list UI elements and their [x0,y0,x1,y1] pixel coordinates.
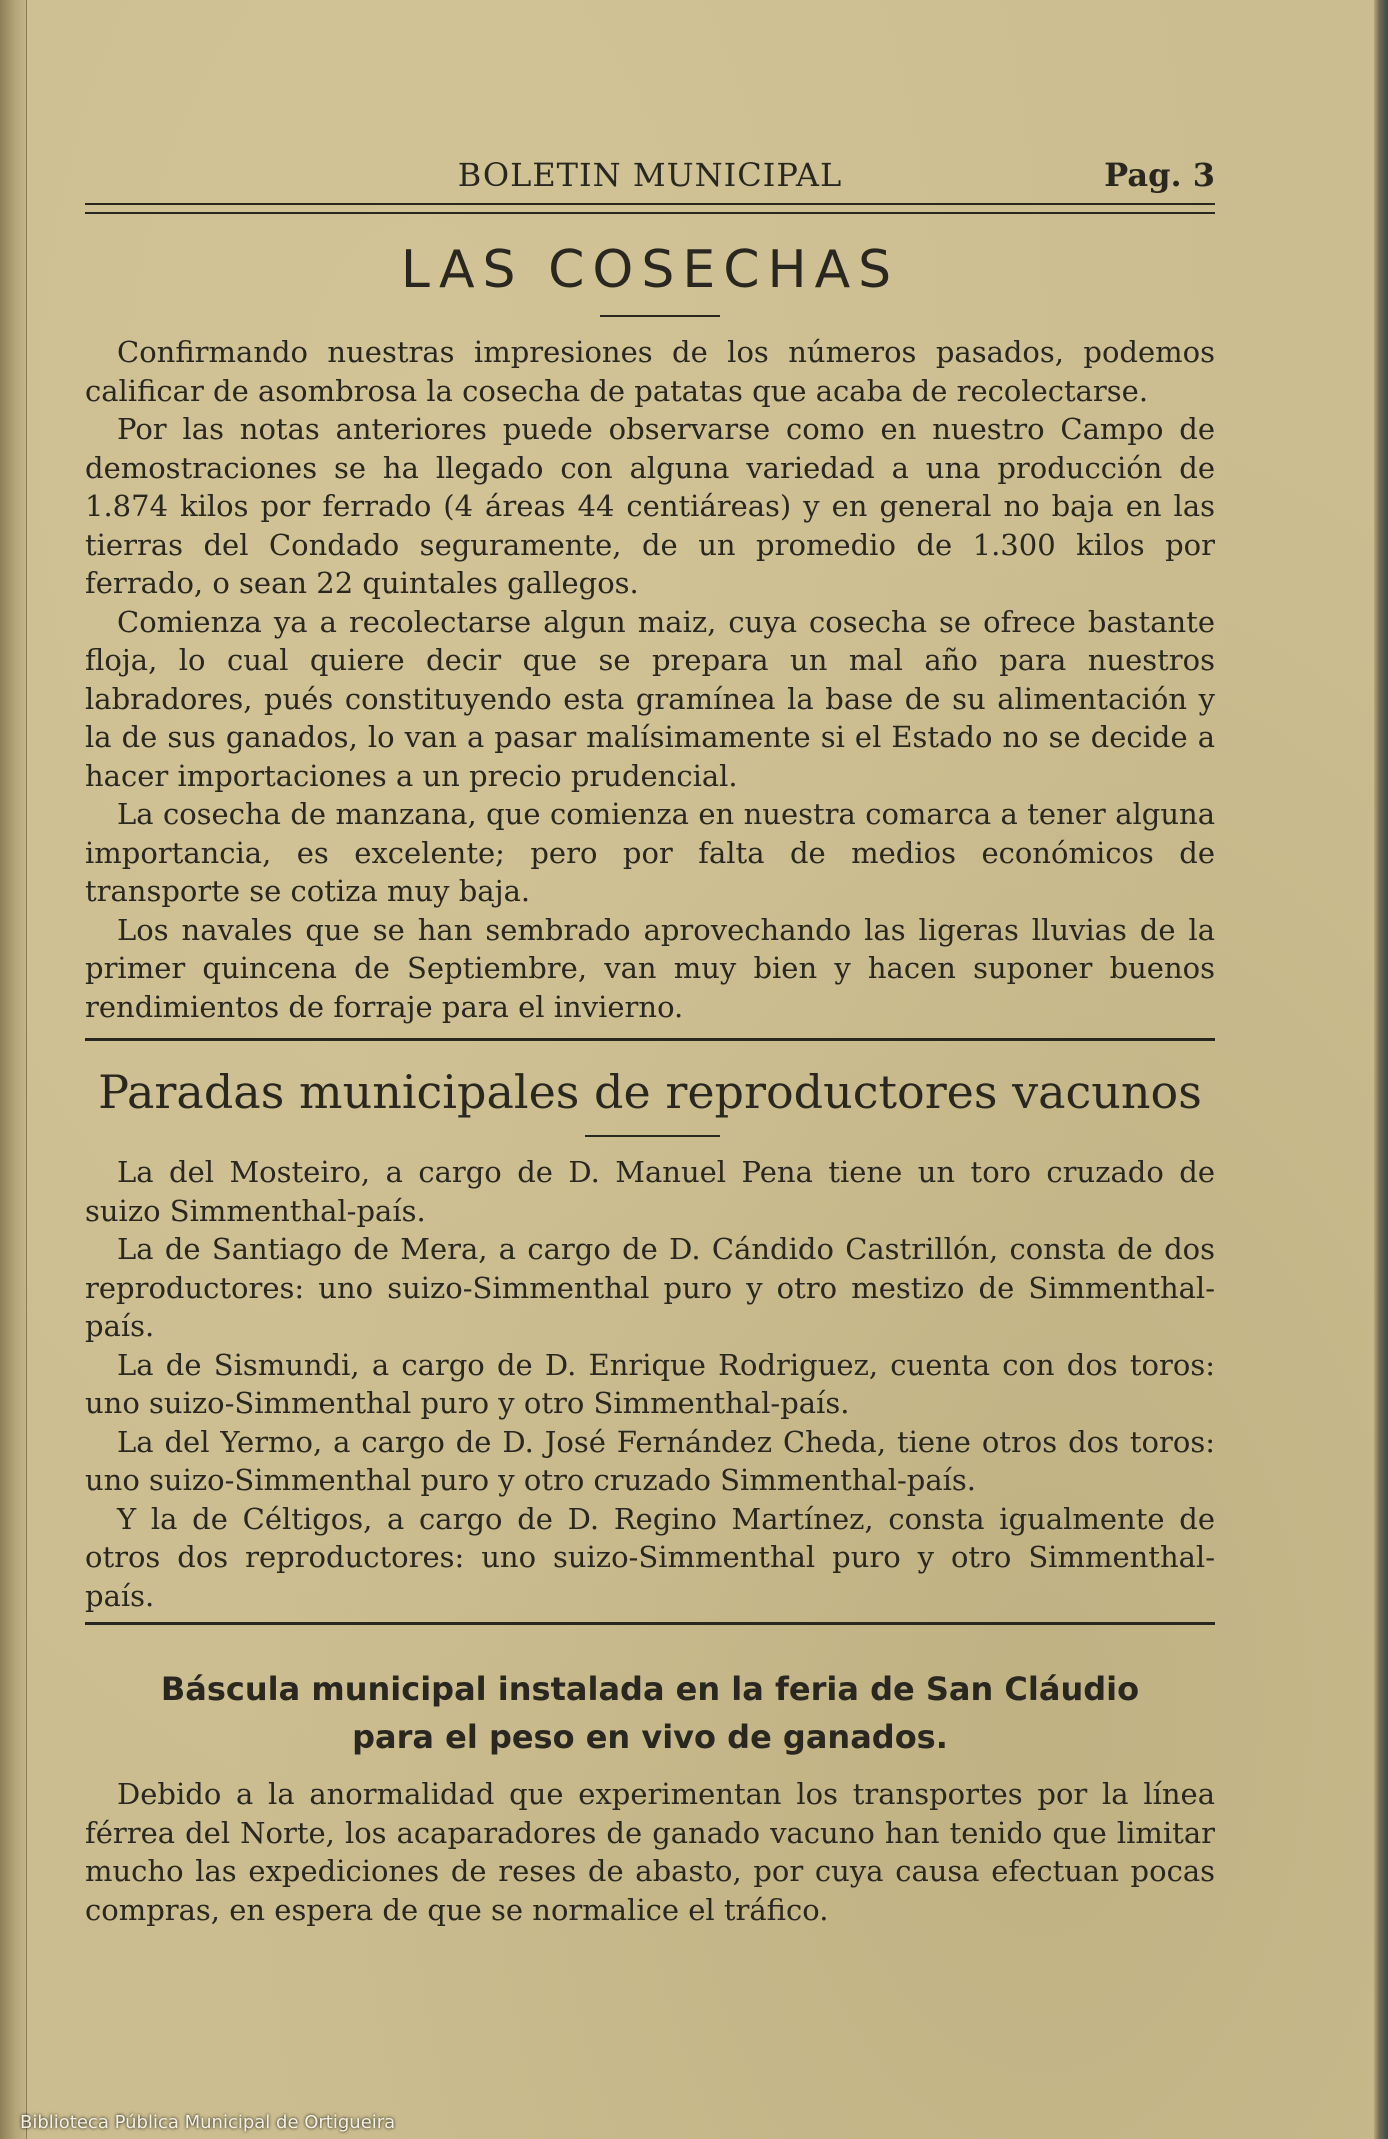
title-underline [600,315,720,317]
article-body-cosechas [85,333,1215,1026]
paragraph: Debido a la anormalidad que experimentan los transportes por la línea férrea del Norte, los acaparadores de ganado vacuno han tenido que limitar mucho las expediciones de reses de abasto, por cuya causa efectuan pocas compras, en espera de que se normalice el tráfico. [85,1777,1215,1927]
page-header [85,150,1215,200]
page-binding-right [1374,0,1388,2139]
page-number: Pag. 3 [1104,156,1215,194]
library-credit: Biblioteca Pública Municipal de Ortigueira [20,2112,396,2133]
page-binding-left [0,0,27,2139]
article-title-line: para el peso en vivo de ganados. [352,1718,948,1756]
paragraph: Comienza ya a recolectarse algun maiz, cuya cosecha se ofrece bastante floja, lo cual quiere decir que se prepara un mal año para nuestros labradores, pués constituyendo esta gramínea la base de su alimentación y la de sus ganados, lo van a pasar malísimamente si el Estado no se decide a hacer importaciones a un precio prudencial. [85,604,1215,793]
paragraph: La del Mosteiro, a cargo de D. Manuel Pena tiene un toro cruzado de suizo Simmenthal-país. [85,1155,1215,1228]
paragraph: La de Santiago de Mera, a cargo de D. Cándido Castrillón, consta de dos reproductores: uno suizo-Simmenthal puro y otro mestizo de Simmenthal-país. [85,1232,1215,1343]
paragraph: La del Yermo, a cargo de D. José Fernández Cheda, tiene otros dos toros: uno suizo-Simmenthal puro y otro cruzado Simmenthal-país. [85,1424,1215,1497]
article-title-bascula [85,1665,1215,1761]
section-divider [85,1622,1215,1625]
header-double-rule [85,203,1215,214]
article-body-paradas [85,1153,1215,1615]
title-underline [585,1135,720,1137]
section-divider [85,1038,1215,1041]
article-body-bascula [85,1775,1215,1929]
paragraph: La de Sismundi, a cargo de D. Enrique Rodriguez, cuenta con dos toros: uno suizo-Simmenthal puro y otro Simmenthal-país. [85,1347,1215,1420]
paragraph: Los navales que se han sembrado aprovechando las ligeras lluvias de la primer quincena de Septiembre, van muy bien y hacen suponer buenos rendimientos de forraje para el invierno. [85,912,1215,1024]
paragraph: Confirmando nuestras impresiones de los números pasados, podemos calificar de asombrosa la cosecha de patatas que acaba de recolectarse. [85,335,1215,408]
publication-title: BOLETIN MUNICIPAL [457,156,843,194]
article-title-paradas: Paradas municipales de reproductores vacunos [98,1065,1202,1119]
paragraph: Y la de Céltigos, a cargo de D. Regino Martínez, consta igualmente de otros dos reproductores: uno suizo-Simmenthal puro y otro Simmenthal-país. [85,1501,1215,1613]
paragraph: La cosecha de manzana, que comienza en nuestra comarca a tener alguna importancia, es excelente; pero por falta de medios económicos de transporte se cotiza muy baja. [85,797,1215,908]
paragraph: Por las notas anteriores puede observarse como en nuestro Campo de demostraciones se ha llegado con alguna variedad a una producción de 1.874 kilos por ferrado (4 áreas 44 centiáreas) y en general no baja en las tierras del Condado seguramente, de un promedio de 1.300 kilos por ferrado, o sean 22 quintales gallegos. [85,412,1215,600]
article-title-line: Báscula municipal instalada en la feria de San Cláudio [160,1670,1140,1708]
article-title-cosechas: LAS COSECHAS [400,240,900,300]
